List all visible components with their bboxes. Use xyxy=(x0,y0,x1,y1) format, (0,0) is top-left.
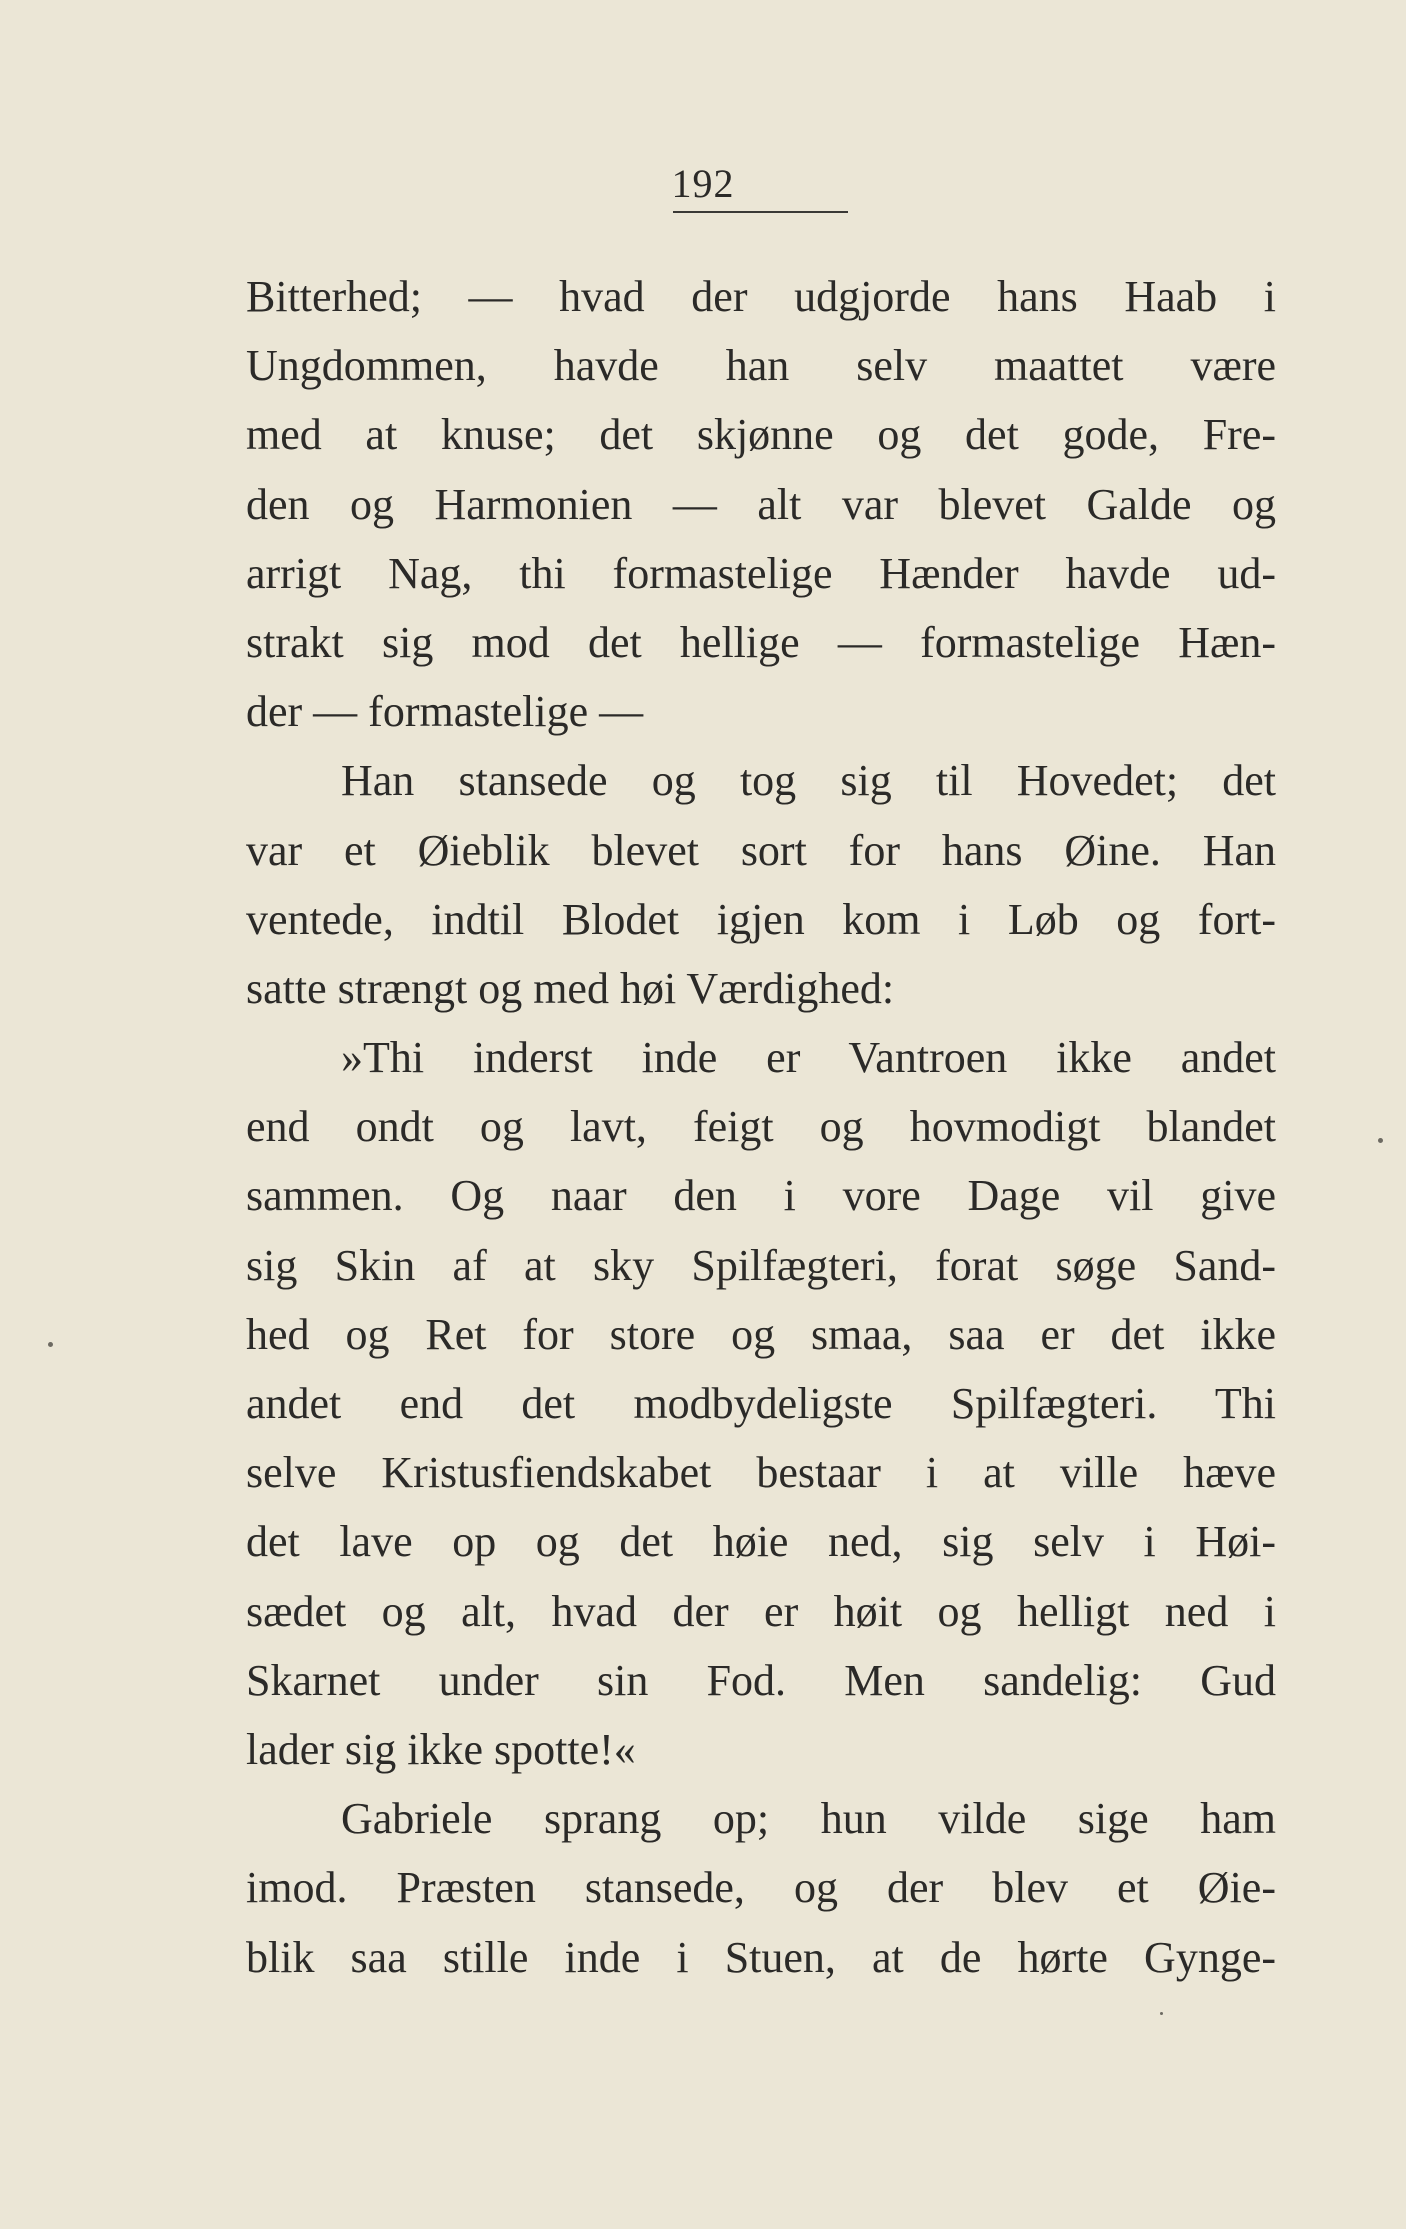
text-line: med at knuse; det skjønne og det gode, Fre- xyxy=(246,410,1276,460)
text-line: andet end det modbydeligste Spilfægteri. Thi xyxy=(246,1379,1276,1428)
text-line: satte strængt og med høi Værdighed: xyxy=(246,963,895,1013)
paper-speck xyxy=(1378,1138,1383,1143)
text-line: sammen. Og naar den i vore Dage vil give xyxy=(246,1171,1276,1221)
paper-speck xyxy=(1160,2012,1163,2015)
text-body xyxy=(246,262,1276,1992)
text-line: Bitterhed; — hvad der udgjorde hans Haab i xyxy=(246,272,1276,321)
text-line: hed og Ret for store og smaa, saa er det ikke xyxy=(246,1309,1276,1359)
text-line: der — formastelige — xyxy=(246,687,644,737)
text-line: det lave op og det høie ned, sig selv i Høi- xyxy=(246,1517,1276,1567)
text-line: imod. Præsten stansede, og der blev et Øie- xyxy=(246,1863,1276,1913)
text-line: sædet og alt, hvad der er høit og helligt ned i xyxy=(246,1586,1276,1636)
text-line: Skarnet under sin Fod. Men sandelig: Gud xyxy=(246,1655,1276,1705)
text-line: Gabriele sprang op; hun vilde sige ham xyxy=(341,1794,1276,1844)
header-rule xyxy=(673,211,848,213)
text-line: lader sig ikke spotte!« xyxy=(246,1724,636,1774)
text-line: Ungdommen, havde han selv maattet være xyxy=(246,341,1276,391)
text-line: sig Skin af at sky Spilfægteri, forat søge Sand- xyxy=(246,1240,1276,1290)
text-line: »Thi inderst inde er Vantroen ikke andet xyxy=(341,1033,1276,1083)
text-line: ventede, indtil Blodet igjen kom i Løb og fort- xyxy=(246,894,1276,944)
text-line: arrigt Nag, thi formastelige Hænder havde ud- xyxy=(246,548,1276,598)
text-line: var et Øieblik blevet sort for hans Øine. Han xyxy=(246,825,1276,875)
page-number: 192 xyxy=(671,161,735,206)
text-line: den og Harmonien — alt var blevet Galde og xyxy=(246,479,1276,529)
text-line: Han stansede og tog sig til Hovedet; det xyxy=(341,756,1276,806)
text-line: strakt sig mod det hellige — formastelige Hæn- xyxy=(246,617,1276,667)
paper-speck xyxy=(48,1342,53,1347)
text-line: selve Kristusfiendskabet bestaar i at ville hæve xyxy=(246,1448,1276,1498)
text-line: end ondt og lavt, feigt og hovmodigt blandet xyxy=(246,1102,1276,1152)
text-line: blik saa stille inde i Stuen, at de hørte Gynge- xyxy=(246,1932,1276,1982)
